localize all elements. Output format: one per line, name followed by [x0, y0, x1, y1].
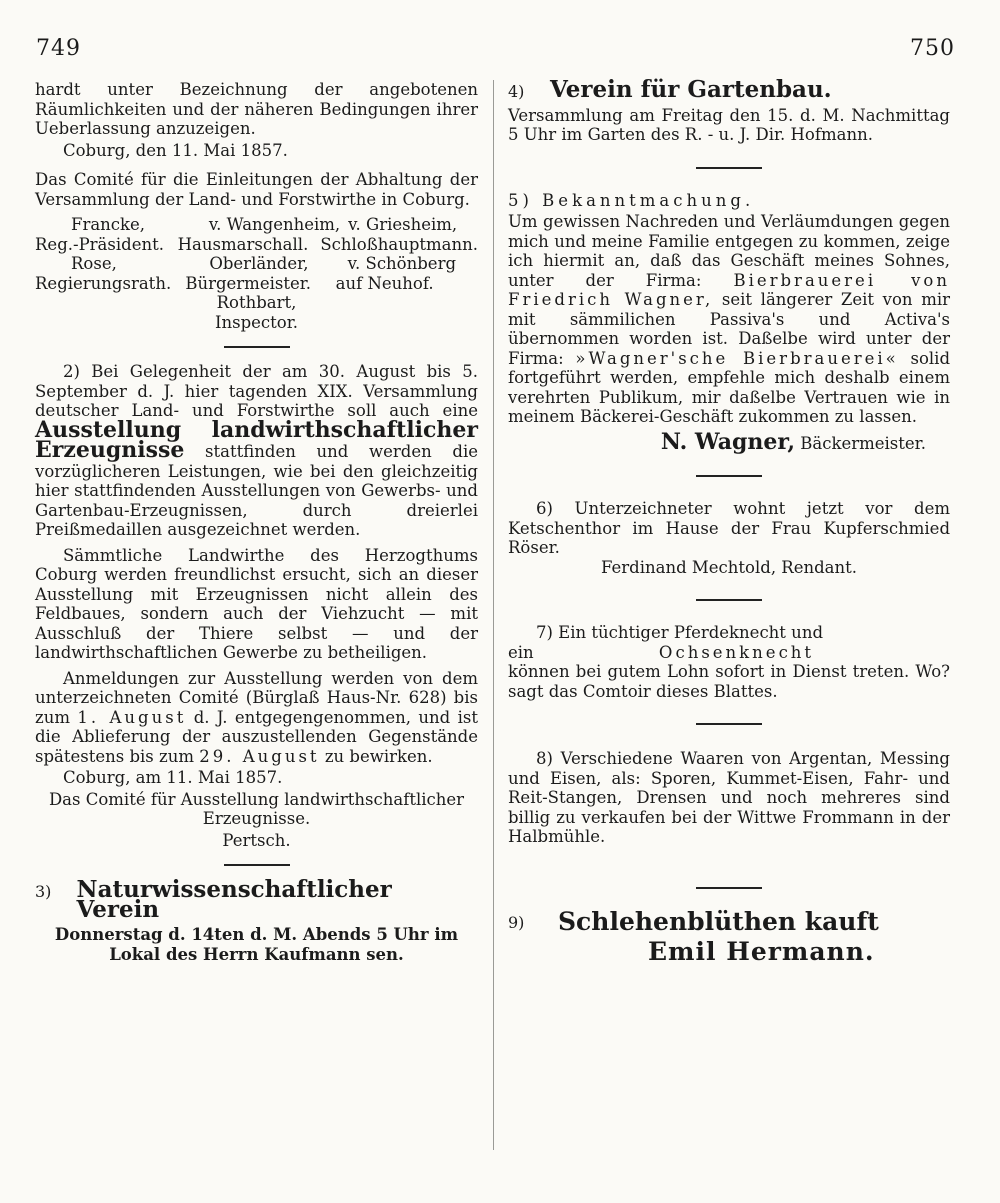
signatory-row	[71, 215, 478, 235]
signatory-name: v. Griesheim,	[348, 215, 458, 234]
item-number: 3)	[35, 882, 52, 901]
notice-3-heading	[35, 876, 478, 923]
signatory-title: Reg.-Präsident.	[35, 234, 164, 254]
signatory-title: Bürgermeister.	[185, 273, 312, 293]
item-number: 9)	[508, 912, 525, 932]
notice-5-text	[508, 212, 950, 427]
signatory-title: auf Neuhof.	[335, 273, 434, 293]
separator	[696, 599, 762, 601]
notice-6-text: 6) Unterzeichneter wohnt jetzt vor dem Ketschenthor im Hause der Frau Kupferschmied Röser.	[508, 499, 950, 557]
date-line: Coburg, den 11. Mai 1857.	[63, 140, 288, 160]
job-title: Ochsenknecht	[658, 642, 815, 662]
notice-7-line-2	[508, 643, 950, 663]
notice-5-body: Um gewissen Nachreden und Verläumdungen gegen mich und meine Familie entgegen zu kommen, zeige ich hiermit an, daß das Geschäft meines Sohnes, unter der Firma:	[508, 212, 950, 290]
signatory-title: Hausmarschall.	[177, 234, 309, 254]
signatory-title: Schloßhauptmann.	[320, 234, 478, 254]
separator	[696, 475, 762, 477]
notice-3	[35, 876, 478, 964]
notice-5	[508, 191, 950, 454]
exhibition-title: Ausstellung landwirthschaftlicher Erzeugnisse	[35, 416, 478, 463]
notice-7-word: ein	[508, 642, 534, 662]
signature: Pertsch.	[222, 830, 291, 850]
deadline-date: 29. August	[199, 746, 320, 766]
separator	[696, 167, 762, 169]
separator	[696, 887, 762, 889]
committee-paragraph: Das Comité für die Einleitungen der Abhaltung der Versammlung der Land- und Forstwirthe in Coburg.	[35, 170, 478, 209]
notice-4-heading	[508, 76, 950, 103]
separator	[224, 346, 290, 348]
signatory-row	[35, 235, 478, 255]
signature-title: Bäckermeister.	[800, 433, 926, 453]
intro-paragraph: hardt unter Bezeichnung der angebotenen Räumlichkeiten und der näheren Bedingungen ihrer Ueberlassung anzuzeigen.	[35, 80, 478, 138]
page-number-right: 750	[910, 36, 955, 61]
signatory-name: Francke,	[71, 215, 146, 234]
signatory-name: Rothbart,	[216, 293, 297, 312]
page-number-left: 749	[36, 36, 81, 61]
society-title: Naturwissenschaftlicher Verein	[76, 876, 392, 923]
notice-3-text: Donnerstag d. 14ten d. M. Abends 5 Uhr im Lokal des Herrn Kaufmann sen.	[54, 925, 459, 964]
firm-name: Bierbrauerei von Friedrich Wagner,	[508, 270, 950, 309]
notice-7	[508, 623, 950, 701]
notice-6	[508, 499, 950, 577]
notice-4-text: Versammlung am Freitag den 15. d. M. Nachmittag 5 Uhr im Garten des R. - u. J. Dir. Hofmann.	[508, 105, 950, 144]
firm-name: »Wagner'sche Bierbrauerei«	[575, 348, 899, 368]
notice-5-body: solid fortgeführt werden, empfehle mich deshalb einem verehrten Publikum, mir daßelbe Vertrauen wie in meinem Bäckerei-Geschäft zukommen zu lassen.	[508, 348, 951, 426]
date-line: Coburg, am 11. Mai 1857.	[63, 768, 283, 787]
notice-4	[508, 76, 950, 145]
signatory-name: Rose,	[71, 254, 117, 273]
notice-2-text: zu bewirken.	[324, 746, 433, 766]
signatory-name: v. Wangenheim,	[208, 215, 341, 234]
notice-2-paragraph-2: Sämmtliche Landwirthe des Herzogthums Coburg werden freundlichst ersucht, sich an dieser Ausstellung mit Erzeugnissen nicht allein des Feldbaues, sondern auch der Viehzucht — mit Ausschluß der Thiere selbst — und der landwirthschaftlichen Gewerbe zu betheiligen.	[35, 545, 478, 662]
notice-2-text: 2) Bei Gelegenheit der am 30. August bis 5. September d. J. hier tagenden XIX. Versammlung deutscher Land- und Forstwirthe soll auch eine	[35, 362, 478, 420]
notice-2-paragraph-1	[35, 362, 478, 540]
left-column	[35, 80, 478, 964]
notice-5-heading: 5) Bekanntmachung.	[508, 190, 755, 210]
signatories-block	[35, 215, 478, 332]
notice-9	[508, 907, 950, 967]
signatory-row	[71, 254, 478, 274]
signature-name: N. Wagner,	[660, 428, 796, 455]
signatory-title: Inspector.	[214, 312, 299, 332]
notice-2-text: Anmeldungen zur Ausstellung werden von dem unterzeichneten Comité (Bürglaß Haus-Nr. 628) bis zum	[35, 668, 478, 727]
notice-7-line-1: 7) Ein tüchtiger Pferdeknecht und	[536, 623, 824, 642]
notice-5-body: seit längerer Zeit von mir mit sämmilichen Passiva's und Activa's übernommen worden ist. Daßelbe wird unter der Firma:	[508, 290, 950, 368]
signatory-name: Oberländer,	[209, 254, 309, 273]
notice-8	[508, 749, 950, 847]
notice-8-text: 8) Verschiedene Waaren von Argentan, Messing und Eisen, als: Sporen, Kummet-Eisen, Fahr- und Reit-Stangen, Drensen und noch mehreres sind billig zu verkaufen bei der Wittwe Frommann in der Halbmühle.	[508, 749, 950, 846]
separator	[224, 864, 290, 866]
notice-2	[35, 362, 478, 850]
notice-2-text: d. J. entgegengenommen, und ist die Ablieferung der auszustellenden Gegenstände spätestens bis zum	[35, 707, 478, 766]
separator	[696, 723, 762, 725]
notice-7-text: können bei gutem Lohn sofort in Dienst treten. Wo? sagt das Comtoir dieses Blattes.	[508, 662, 950, 701]
deadline-date: 1. August	[77, 707, 187, 727]
signatory-title: Regierungsrath.	[35, 273, 172, 293]
right-column	[508, 76, 951, 967]
notice-5-signature	[508, 428, 950, 455]
notice-9-line-2: Emil Hermann.	[648, 936, 875, 966]
item-number: 4)	[508, 82, 525, 101]
society-title: Verein für Gartenbau.	[550, 76, 832, 103]
notice-9-line-1: Schlehenblüthen kauft	[558, 906, 879, 936]
notice-9-text	[558, 907, 879, 967]
signatory-row	[35, 274, 478, 294]
notice-6-signature: Ferdinand Mechtold, Rendant.	[600, 557, 858, 577]
signatory-name: v. Schönberg	[347, 254, 457, 273]
notice-2-text: stattfinden und werden die vorzüglicheren Leistungen, wie bei den gleichzeitig hier stattfindenden Ausstellungen von Gewerbs- und Gartenbau-Erzeugnissen, durch dreierlei Preißmedaillen ausgezeichnet werden.	[35, 442, 479, 539]
notice-2-paragraph-3	[35, 669, 478, 767]
committee-paragraph: Das Comité für Ausstellung landwirthschaftlicher Erzeugnisse.	[48, 789, 465, 828]
